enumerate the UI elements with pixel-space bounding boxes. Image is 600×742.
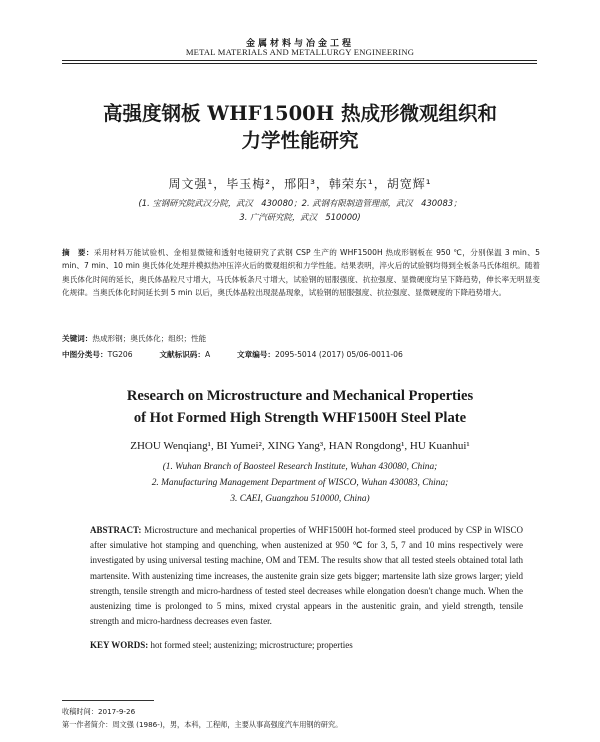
title-en-line1: Research on Microstructure and Mechanical Properties (126, 388, 474, 404)
footnote-rule (62, 700, 154, 701)
doc-code-label: 文献标识码： (159, 350, 205, 359)
title-cn (0, 100, 600, 154)
article-number-value: 2095-5014 (2017) 05/06-0011-06 (275, 350, 403, 359)
abstract-en-label: ABSTRACT: (90, 525, 142, 535)
affiliation-cn-line2: 3. 广汽研究院，武汉 510000) (239, 212, 361, 222)
keywords-en (90, 640, 523, 650)
header-rule (62, 60, 537, 61)
abstract-en (90, 523, 523, 629)
affiliation-cn-line1: (1. 宝钢研究院武汉分院，武汉 430080；2. 武钢有限制造管理部，武汉 430083； (138, 198, 462, 208)
keywords-en-text: hot formed steel; austenizing; microstructure; properties (150, 640, 353, 650)
footnote-author-bio: 第一作者简介：周文强 (1986-)，男，本科，工程师，主要从事高强度汽车用钢的研究。 (62, 720, 343, 729)
keywords-en-label: KEY WORDS: (90, 640, 149, 650)
title-cn-line1: 高强度钢板 WHF1500H 热成形微观组织和 (103, 102, 497, 125)
affiliations-cn (0, 196, 600, 224)
abstract-cn-label: 摘 要： (62, 248, 94, 257)
abstract-cn (62, 246, 540, 300)
abstract-cn-text: 采用材料万能试验机、金相显微镜和透射电镜研究了武钢 CSP 生产的 WHF1500H 热成形钢板在 950 ℃，分别保温 3 min、5 min、7 min、10 min 奥氏体化处理并模拟热冲压淬火后的微观组织和力学性能。结果表明，淬火后的试验钢均得到全板条马氏体组织。随着奥氏体化时间的延长，奥氏体晶粒尺寸增大，马氏体板条尺寸增大，试验钢的屈服强度、抗拉强度、显微硬度均呈下降趋势，伸长率无明显变化规律。当奥氏体化时间延长到 5 min 以后，奥氏体晶粒出现混晶现象，试验钢的屈服强度、抗拉强度、显微硬度的下降趋势增大。 (62, 248, 540, 298)
authors-cn: 周文强¹，毕玉梅²，邢阳³，韩荣东¹，胡宽辉¹ (168, 177, 432, 191)
title-en-line2: of Hot Formed High Strength WHF1500H Steel Plate (133, 410, 467, 426)
journal-name-en: METAL MATERIALS AND METALLURGY ENGINEERING (185, 47, 415, 57)
clc-value: TG206 (107, 350, 133, 359)
title-en (0, 385, 600, 429)
clc-label: 中图分类号： (62, 350, 108, 359)
authors-en: ZHOU Wenqiang¹, BI Yumei², XING Yang³, HAN Rongdong¹, HU Kuanhui¹ (130, 440, 470, 452)
journal-name-cn: 金属材料与冶金工程 (245, 39, 354, 49)
title-cn-line2: 力学性能研究 (241, 129, 359, 152)
affiliation-en-line2: 2. Manufacturing Management Department of WISCO, Wuhan 430083, China; (151, 478, 449, 488)
abstract-en-text: Microstructure and mechanical properties of WHF1500H hot-formed steel produced by CSP in WISCO after simulative hot stamping and quenching, when austenized at 950 ℃ for 3, 5, 7 and 10 mins respectively were investigated by using universal testing machine, OM and TEM. The results show that all tested steels obtained total lath martensite. With austenizing time increases, the austenite grain size gets bigger; martensite lath size grows larger; yield strength, tensile strength and micro-hardness of tested steel decreases while elongation doesn't change much. When the austenizing time is prolonged to 5 mins, mixed crystal appears in the austenitic grain, and yield strength, tensile strength and micro-hardness decreases even faster. (90, 525, 524, 627)
affiliation-en-line1: (1. Wuhan Branch of Baosteel Research Institute, Wuhan 430080, China; (162, 462, 438, 472)
keywords-cn-label: 关键词： (62, 334, 93, 343)
header-rule-thin (62, 63, 537, 64)
article-number-label: 文章编号： (237, 350, 276, 359)
affiliation-en-line3: 3. CAEI, Guangzhou 510000, China) (230, 494, 370, 504)
classification-line (62, 349, 540, 360)
keywords-cn-text: 热成形钢；奥氏体化；组织；性能 (92, 334, 207, 343)
footnote-received: 收稿时间：2017-9-26 (62, 707, 136, 716)
affiliations-en (0, 459, 600, 507)
doc-code-value: A (205, 350, 211, 359)
keywords-cn (62, 333, 540, 344)
